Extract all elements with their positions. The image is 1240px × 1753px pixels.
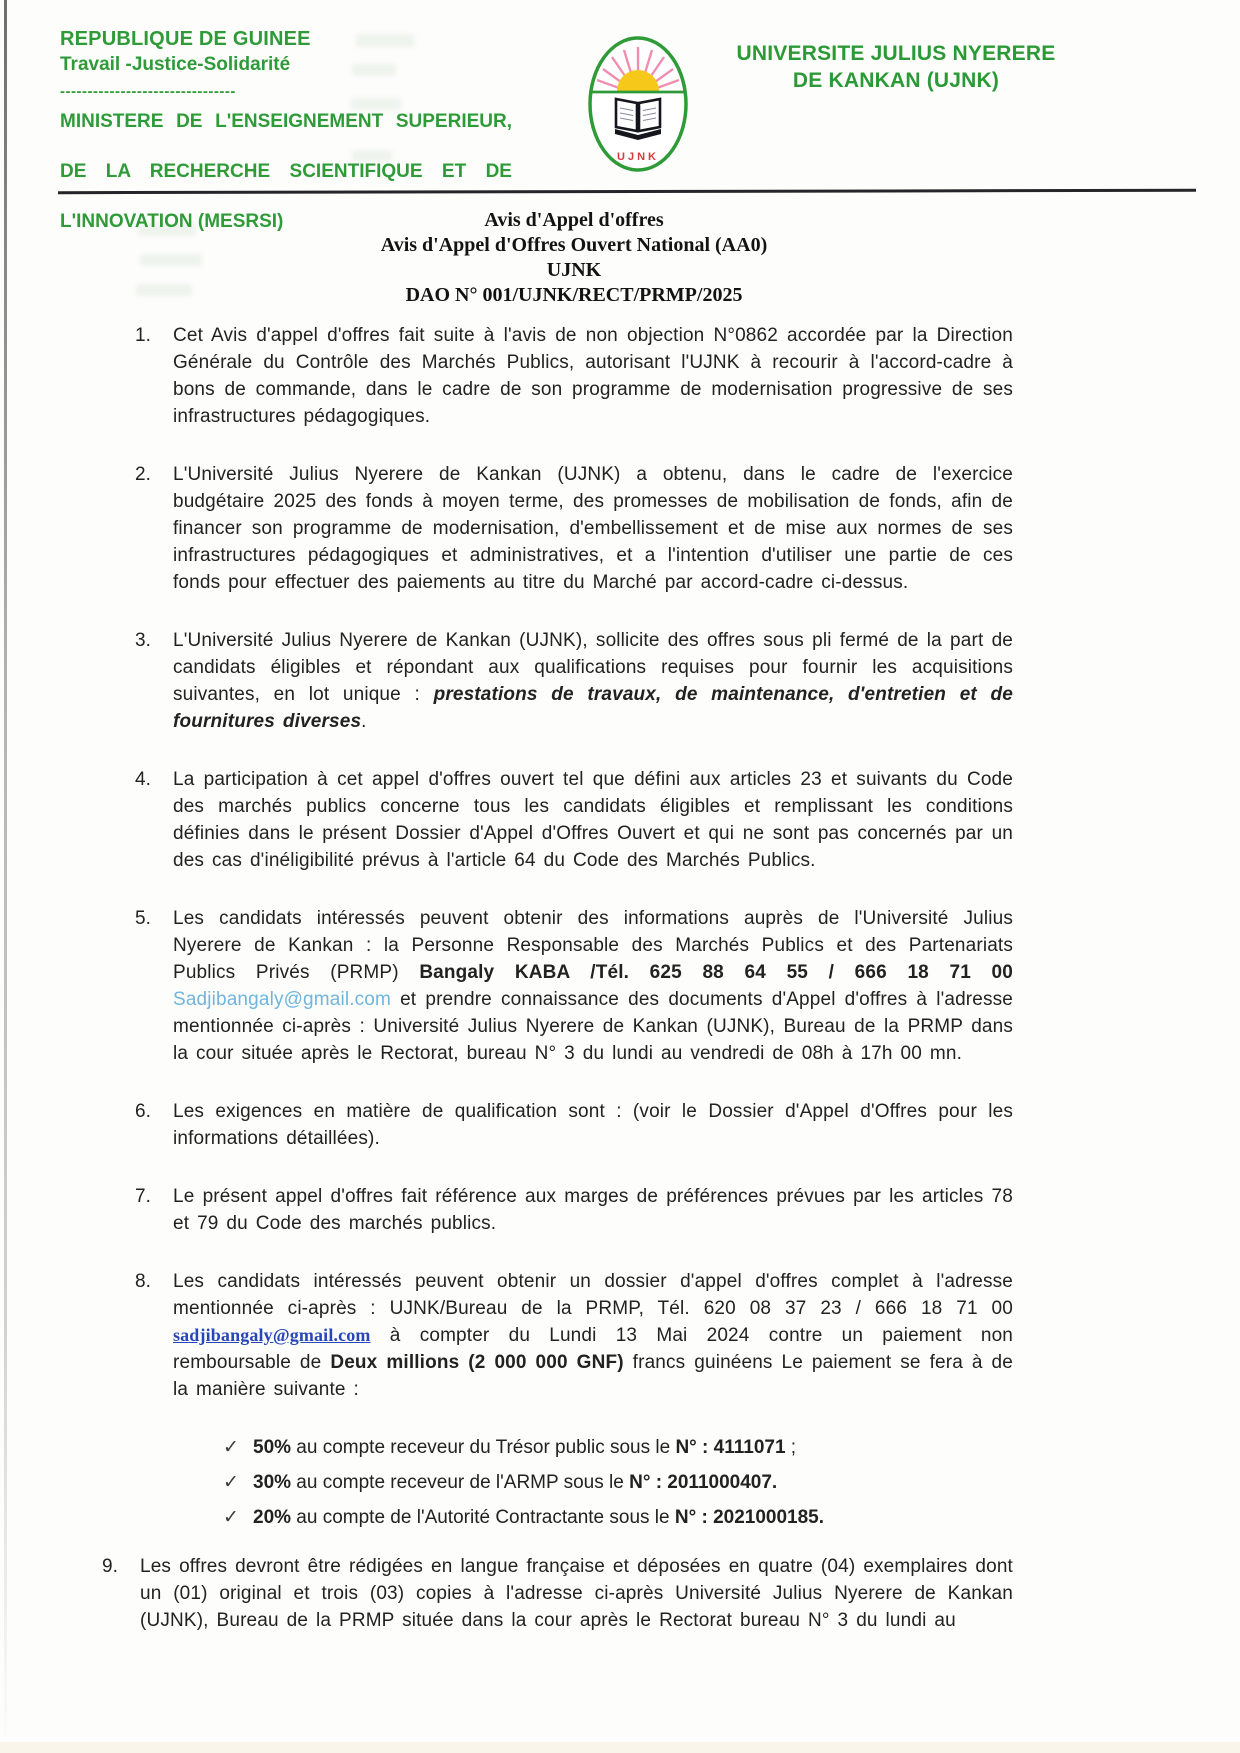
ministry-line: DE LA RECHERCHE SCIENTIFIQUE ET DE [60, 161, 512, 182]
republic-title: REPUBLIQUE DE GUINEE [60, 28, 311, 50]
ujnk-logo-emblem [586, 34, 690, 174]
notice-item-4 [135, 766, 1013, 874]
republic-block [60, 28, 512, 234]
payment-split-item [223, 1434, 1013, 1461]
notice-item-8 [135, 1268, 1013, 1403]
text-segment: au compte receveur de l'ARMP sous le [291, 1472, 630, 1493]
university-name-line: UNIVERSITE JULIUS NYERERE [736, 42, 1056, 65]
text-segment: Cet Avis d'appel d'offres fait suite à l'avis de non objection N°0862 accordée par la Direction Générale du Contrôle des Marchés Publics, autorisant l'UJNK à recourir à l'accord-cadre à bons de commande, dans le cadre de son programme de modernisation progressive de ses infrastructures pédagogiques. [173, 325, 1013, 427]
item-text [173, 905, 1013, 1067]
item-number: 7. [135, 1186, 151, 1207]
notice-title: Avis d'Appel d'offres [484, 209, 664, 231]
email-text: Sadjibangaly@gmail.com [173, 989, 391, 1010]
email-link[interactable]: sadjibangaly@gmail.com [173, 1325, 371, 1345]
text-segment: Les candidats intéressés peuvent obtenir des informations auprès de l'Université Julius Nyerere de Kankan : la Personne Responsable des Marchés Publics et des Partenariats Publics Privés (PRMP) [173, 908, 1013, 983]
text-segment: Le présent appel d'offres fait référence aux marges de préférences prévues par les articles 78 et 79 du Code des marchés publics. [173, 1186, 1013, 1234]
national-motto: Travail -Justice-Solidarité [60, 54, 291, 75]
item-text [140, 1553, 1013, 1634]
text-segment: 50% [253, 1437, 292, 1458]
text-segment: 30% [253, 1472, 292, 1493]
title-block [135, 208, 1013, 308]
item-number: 8. [135, 1271, 151, 1292]
payment-split-text [253, 1504, 824, 1531]
notice-reference: DAO N° 001/UJNK/RECT/PRMP/2025 [405, 284, 743, 306]
notice-item-9 [102, 1553, 1013, 1634]
item-number: 9. [102, 1556, 118, 1577]
text-segment: . [361, 711, 367, 732]
check-icon: ✓ [223, 1472, 239, 1493]
notice-item-3 [135, 627, 1013, 735]
notice-org: UJNK [546, 259, 602, 281]
text-segment: L'Université Julius Nyerere de Kankan (UJNK), sollicite des offres sous pli fermé de la part de candidats éligibles et répondant aux qualifications requises pour fournir les acquisitions suivantes, en lot unique : [173, 630, 1013, 705]
text-segment: ; [785, 1437, 797, 1458]
check-icon: ✓ [223, 1437, 239, 1458]
text-segment: L'Université Julius Nyerere de Kankan (UJNK) a obtenu, dans le cadre de l'exercice budgétaire 2025 des fonds à moyen terme, des promesses de mobilisation de fonds, afin de financer son programme de modernisation, d'embellissement et de mise aux normes de ses infrastructures pédagogiques et administratives, et a l'intention d'utiliser une partie de ces fonds pour effectuer des paiements au titre du Marché par accord-cadre ci-dessus. [173, 464, 1013, 593]
text-segment: Deux millions (2 000 000 GNF) [330, 1352, 624, 1373]
item-number: 5. [135, 908, 151, 929]
item-text [173, 766, 1013, 874]
text-segment: Les candidats intéressés peuvent obtenir un dossier d'appel d'offres complet à l'adresse mentionnée ci-après : UJNK/Bureau de la PRMP, Tél. 620 08 37 23 / 666 18 71 00 [173, 1271, 1013, 1319]
text-segment: au compte de l'Autorité Contractante sous le [291, 1507, 675, 1528]
text-segment: prestations de travaux, de maintenance, d'entretien et de fournitures diverses [173, 684, 1013, 732]
scan-bottom-strip [0, 1742, 1240, 1753]
text-segment: La participation à cet appel d'offres ouvert tel que défini aux articles 23 et suivants du Code des marchés publics concerne tous les candidats éligibles et remplissant les conditions définies dans le présent Dossier d'Appel d'Offres Ouvert et qui ne sont pas concernés par un des cas d'inéligibilité prévus à l'article 64 du Code des Marchés Publics. [173, 769, 1013, 871]
notice-item-7 [135, 1183, 1013, 1237]
notice-subtitle: Avis d'Appel d'Offres Ouvert National (AA0) [380, 234, 768, 256]
item-number: 2. [135, 464, 151, 485]
text-segment: au compte receveur du Trésor public sous le [291, 1437, 676, 1458]
item-number: 4. [135, 769, 151, 790]
dashed-divider: -------------------------------- [60, 83, 236, 100]
text-segment: Les exigences en matière de qualification sont : (voir le Dossier d'Appel d'Offres pour les informations détaillées). [173, 1101, 1013, 1149]
notice-item-5 [135, 905, 1013, 1067]
item-text [173, 1098, 1013, 1152]
text-segment: et prendre connaissance des documents d'Appel d'offres à l'adresse mentionnée ci-après : Université Julius Nyerere de Kankan (UJNK), Bureau de la PRMP dans la cour située après le Rectorat, bureau N° 3 du lundi au vendredi de 08h à 17h 00 mn. [173, 989, 1013, 1064]
notice-body [102, 322, 1013, 1665]
check-icon: ✓ [223, 1507, 239, 1528]
text-segment: N° : 2021000185. [674, 1507, 825, 1528]
item-text [173, 1183, 1013, 1237]
notice-item-1 [135, 322, 1013, 430]
payment-split-text [253, 1434, 796, 1461]
payment-split-item [223, 1469, 1013, 1496]
item-text [173, 322, 1013, 430]
notice-item-2 [135, 461, 1013, 596]
text-segment: N° : 4111071 [675, 1437, 786, 1458]
text-segment: Bangaly KABA /Tél. 625 88 64 55 / 666 18 71 00 [419, 962, 1013, 983]
item-number: 6. [135, 1101, 151, 1122]
item-number: 1. [135, 325, 151, 346]
payment-split-text [253, 1469, 777, 1496]
text-segment: N° : 2011000407. [629, 1472, 778, 1493]
item-text [173, 461, 1013, 596]
university-name-line: DE KANKAN (UJNK) [792, 69, 1000, 92]
payment-split-item [223, 1504, 1013, 1531]
scan-edge-shadow [4, 0, 7, 1753]
item-text [173, 1268, 1013, 1403]
logo-acronym: UJNK [617, 151, 659, 163]
text-segment: 20% [253, 1507, 292, 1528]
ujnk-logo [586, 34, 690, 174]
text-segment: Les offres devront être rédigées en langue française et déposées en quatre (04) exemplaires dont un (01) original et trois (03) copies à l'adresse ci-après Université Julius Nyerere de Kankan (UJNK), Bureau de la PRMP située dans la cour après le Rectorat bureau N° 3 du lundi au [140, 1556, 1013, 1631]
ministry-line: MINISTERE DE L'ENSEIGNEMENT SUPERIEUR, [60, 111, 512, 132]
item-number: 3. [135, 630, 151, 651]
text-segment: à compter du Lundi 13 Mai 2024 contre un paiement non remboursable de [173, 1325, 1013, 1373]
ministry-line: L'INNOVATION (MESRSI) [60, 211, 284, 232]
item-text [173, 627, 1013, 735]
text-segment: francs guinéens Le paiement se fera à de la manière suivante : [173, 1352, 1013, 1400]
notice-item-6 [135, 1098, 1013, 1152]
university-name [728, 40, 1064, 94]
